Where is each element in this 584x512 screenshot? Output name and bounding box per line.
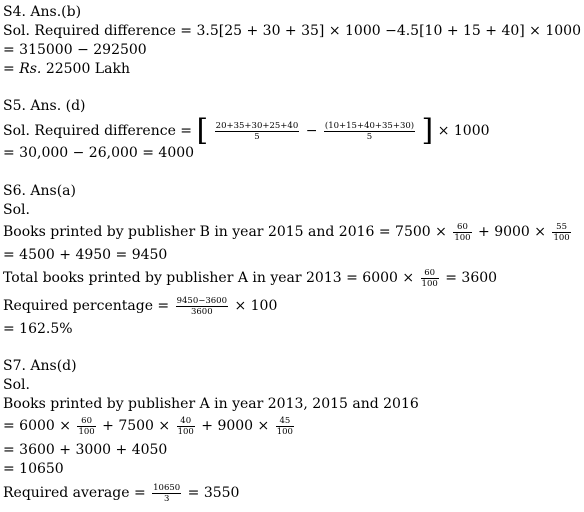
- s7-f4-denominator: 3: [163, 493, 170, 504]
- s7-line3: = 3600 + 3000 + 4050: [3, 442, 168, 458]
- s7-line5-suffix: = 3550: [187, 485, 240, 501]
- s6-line4-prefix: Required percentage =: [3, 298, 170, 314]
- s5-fraction-1: [215, 121, 300, 142]
- s6-sol: Sol.: [3, 202, 30, 218]
- s7-f3-denominator: 100: [276, 426, 293, 437]
- s7-line1: Books printed by publisher A in year 2013, 2015 and 2016: [3, 396, 419, 412]
- s7-fraction-1: [77, 416, 95, 437]
- s4-line3-value: 22500 Lakh: [41, 61, 130, 77]
- s6-fraction-4: [176, 296, 228, 317]
- s6-fraction-2: [552, 222, 570, 243]
- s7-line4: = 10650: [3, 461, 64, 477]
- s5-line1: [3, 113, 490, 148]
- s7-fraction-2: [177, 416, 195, 437]
- s7-f1-denominator: 100: [78, 426, 95, 437]
- s5-heading: S5. Ans. (d): [3, 98, 86, 114]
- s4-rs: Rs.: [19, 61, 42, 77]
- s4-line3-eq: =: [3, 61, 20, 77]
- s6-line1: [3, 219, 573, 245]
- s5-line1-suffix: × 1000: [437, 123, 490, 139]
- s4-line3: [3, 60, 130, 78]
- s6-line1-prefix: Books printed by publisher B in year 2015 and 2016 = 7500 ×: [3, 224, 447, 240]
- s5-right-bracket: ]: [421, 113, 434, 148]
- s7-f2-denominator: 100: [177, 426, 194, 437]
- s6-f2-numerator: 55: [552, 222, 570, 233]
- s6-line4: [3, 293, 277, 319]
- s6-line1-mid: + 9000 ×: [478, 224, 547, 240]
- s7-fraction-3: [276, 416, 294, 437]
- s5-frac1-denominator: 5: [254, 131, 260, 142]
- s7-sol: Sol.: [3, 377, 30, 393]
- s7-f2-numerator: 40: [177, 416, 195, 427]
- s7-f1-numerator: 60: [77, 416, 95, 427]
- s6-fraction-3: [421, 268, 439, 289]
- s6-f1-numerator: 60: [453, 222, 471, 233]
- s4-line2: = 315000 − 292500: [3, 42, 147, 58]
- s6-line2: = 4500 + 4950 = 9450: [3, 247, 168, 263]
- s6-line3-prefix: Total books printed by publisher A in year 2013 = 6000 ×: [3, 270, 415, 286]
- s5-left-bracket: [: [196, 113, 209, 148]
- s6-line4-suffix: × 100: [234, 298, 278, 314]
- s7-line5-prefix: Required average =: [3, 485, 146, 501]
- s7-line5: [3, 480, 239, 506]
- s7-line2-prefix: = 6000 ×: [3, 418, 71, 434]
- s6-fraction-1: [453, 222, 471, 243]
- s5-line2: = 30,000 − 26,000 = 4000: [3, 145, 195, 161]
- s6-f3-denominator: 100: [421, 278, 438, 289]
- s5-frac2-numerator: (10+15+40+35+30): [324, 120, 415, 131]
- s6-heading: S6. Ans(a): [3, 183, 76, 199]
- s6-f2-denominator: 100: [553, 232, 570, 243]
- s5-frac2-denominator: 5: [366, 131, 373, 142]
- s5-fraction-2: [324, 121, 415, 142]
- s7-line2-mid1: + 7500 ×: [102, 418, 171, 434]
- s7-line2-mid2: + 9000 ×: [201, 418, 270, 434]
- s5-line1-prefix: Sol. Required difference =: [3, 123, 197, 139]
- s6-f4-denominator: 3600: [190, 306, 213, 317]
- s6-line3-suffix: = 3600: [445, 270, 498, 286]
- s4-heading: S4. Ans.(b): [3, 4, 82, 20]
- s5-frac1-numerator: 20+35+30+25+40: [215, 120, 299, 131]
- s5-minus: −: [305, 123, 318, 139]
- s7-f4-numerator: 10650: [153, 482, 181, 493]
- s6-line5: = 162.5%: [3, 321, 73, 337]
- s6-f1-denominator: 100: [454, 232, 471, 243]
- s7-heading: S7. Ans(d): [3, 358, 77, 374]
- s7-line2: [3, 413, 296, 439]
- s7-fraction-4: [152, 483, 181, 504]
- s4-line1: Sol. Required difference = 3.5[25 + 30 + 35] × 1000 −4.5[10 + 15 + 40] × 1000: [3, 23, 581, 39]
- s6-line3: [3, 265, 497, 291]
- s7-f3-numerator: 45: [276, 416, 294, 427]
- s6-f4-numerator: 9450−3600: [176, 295, 227, 306]
- s6-f3-numerator: 60: [421, 268, 439, 279]
